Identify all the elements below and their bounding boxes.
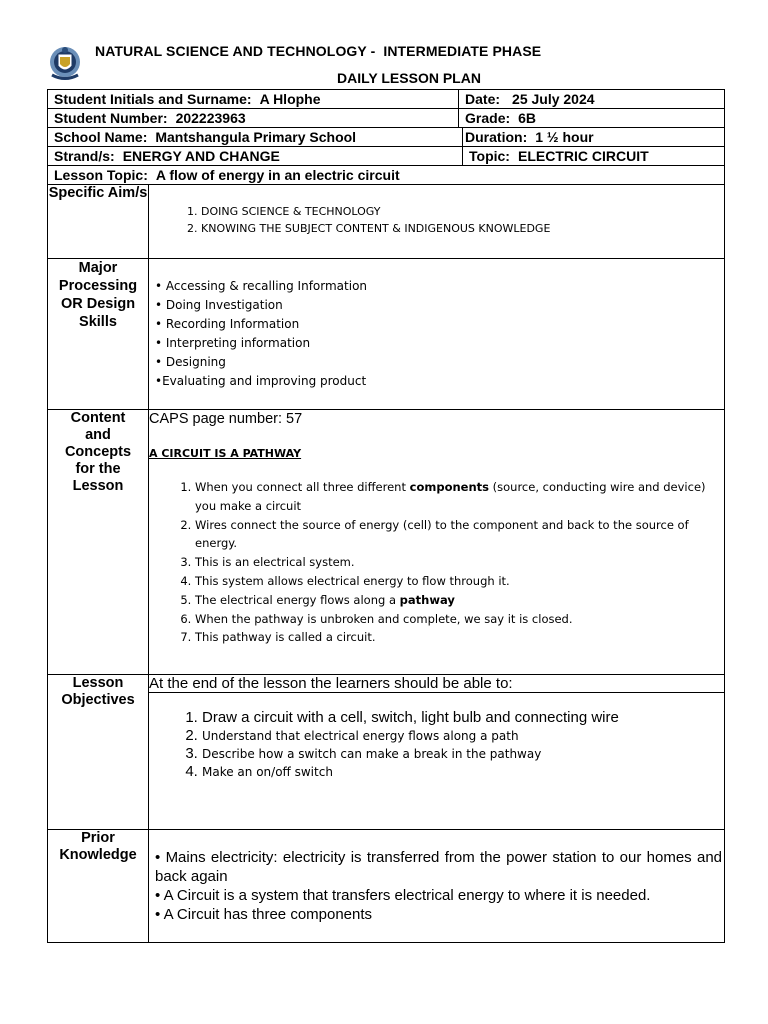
duration-value: 1 ½ hour — [535, 129, 594, 145]
strand-row — [48, 147, 725, 166]
lesson-topic-row — [48, 166, 725, 185]
duration-label: Duration: — [465, 129, 528, 145]
content-text: The electrical energy flows along a — [195, 592, 400, 607]
prior-label — [48, 830, 149, 943]
aim-item: 2. KNOWING THE SUBJECT CONTENT & INDIGENOUS KNOWLEDGE — [201, 220, 724, 237]
skill-item: • Doing Investigation — [155, 298, 283, 312]
school-cell — [48, 128, 463, 147]
prior-row — [48, 830, 725, 943]
student-number-row — [48, 109, 725, 128]
student-label: Student Initials and Surname: — [54, 91, 252, 107]
student-number-value: 202223963 — [175, 110, 246, 126]
objective-item: 4. Make an on/off switch — [202, 763, 724, 781]
lesson-plan-table — [47, 89, 725, 943]
prior-cell — [149, 830, 725, 943]
content-item — [195, 591, 724, 610]
content-item: 4. This system allows electrical energy to flow through it. — [195, 572, 724, 591]
school-value: Mantshangula Primary School — [155, 129, 357, 145]
content-heading: A CIRCUIT IS A PATHWAY — [149, 447, 302, 460]
grade-cell — [459, 109, 725, 128]
lesson-topic-value: A flow of energy in an electric circuit — [155, 167, 400, 183]
prior-item: • A Circuit has three components — [155, 906, 373, 923]
document-title: NATURAL SCIENCE AND TECHNOLOGY - INTERMEDIATE PHASE — [95, 43, 542, 59]
document-subtitle: DAILY LESSON PLAN — [337, 70, 481, 86]
student-value: A Hlophe — [259, 91, 321, 107]
objectives-label-text: Lesson Objectives — [61, 675, 135, 708]
objectives-intro: At the end of the lesson the learners should be able to: — [149, 675, 725, 693]
strand-label: Strand/s: — [54, 148, 115, 164]
duration-cell — [463, 128, 725, 147]
content-bold: components — [409, 480, 489, 494]
caps-page-number: CAPS page number: 57 — [149, 411, 303, 427]
student-number-label: Student Number: — [54, 110, 168, 126]
prior-label-text: Prior Knowledge — [59, 830, 137, 863]
school-row — [48, 128, 725, 147]
content-label-text: Content and Concepts for the Lesson — [64, 410, 132, 494]
objectives-cell — [149, 693, 725, 830]
content-text: When you connect all three different — [195, 480, 410, 494]
aims-label-text: Specific Aim/s — [48, 185, 148, 201]
content-text: (source, conducting wire and device) you make a circuit — [195, 480, 706, 513]
objectives-row-bottom — [48, 693, 725, 830]
skills-label — [48, 259, 149, 410]
grade-label: Grade: — [465, 110, 511, 126]
content-item: 2. Wires connect the source of energy (cell) to the component and back to the source of energy. — [195, 516, 724, 554]
strand-cell — [48, 147, 463, 166]
content-item: 6. When the pathway is unbroken and complete, we say it is closed. — [195, 610, 724, 629]
student-number-cell — [48, 109, 459, 128]
objective-item: 3. Describe how a switch can make a break in the pathway — [202, 745, 724, 763]
content-row — [48, 410, 725, 675]
objective-item: 2. Understand that electrical energy flows along a path — [202, 727, 724, 745]
content-item — [195, 478, 724, 516]
topic-value: ELECTRIC CIRCUIT — [517, 148, 649, 164]
date-value: 25 July 2024 — [512, 91, 595, 107]
aims-label — [48, 185, 149, 259]
topic-cell — [463, 147, 725, 166]
prior-item: • Mains electricity: electricity is transferred from the power station to our homes and back again — [155, 849, 723, 885]
skill-item: • Recording Information — [155, 317, 300, 331]
skill-item: •Evaluating and improving product — [155, 374, 367, 388]
topic-label: Topic: — [469, 148, 510, 164]
content-bold: pathway — [399, 592, 455, 607]
school-label: School Name: — [54, 129, 148, 145]
skill-item: • Interpreting information — [155, 336, 311, 350]
objectives-row-top — [48, 675, 725, 693]
student-row — [48, 90, 725, 109]
aims-cell — [149, 185, 725, 259]
content-label — [48, 410, 149, 675]
skill-item: • Accessing & recalling Information — [155, 279, 368, 293]
objectives-label — [48, 675, 149, 830]
lesson-topic-cell — [48, 166, 725, 185]
content-item: 7. This pathway is called a circuit. — [195, 628, 724, 647]
aims-row — [48, 185, 725, 259]
skill-item: • Designing — [155, 355, 226, 369]
strand-value: ENERGY AND CHANGE — [122, 148, 280, 164]
skills-label-text: Major Processing OR Design Skills — [58, 260, 138, 330]
objective-item: 1. Draw a circuit with a cell, switch, light bulb and connecting wire — [202, 709, 724, 727]
content-item: 3. This is an electrical system. — [195, 553, 724, 572]
aim-item: 1. DOING SCIENCE & TECHNOLOGY — [201, 203, 724, 220]
content-cell — [149, 410, 725, 675]
date-label: Date: — [465, 91, 501, 107]
prior-item: • A Circuit is a system that transfers electrical energy to where it is needed. — [155, 887, 651, 904]
skills-row — [48, 259, 725, 410]
grade-value: 6B — [518, 110, 537, 126]
lesson-topic-label: Lesson Topic: — [54, 167, 148, 183]
student-cell — [48, 90, 459, 109]
date-cell — [459, 90, 725, 109]
skills-cell — [149, 259, 725, 410]
